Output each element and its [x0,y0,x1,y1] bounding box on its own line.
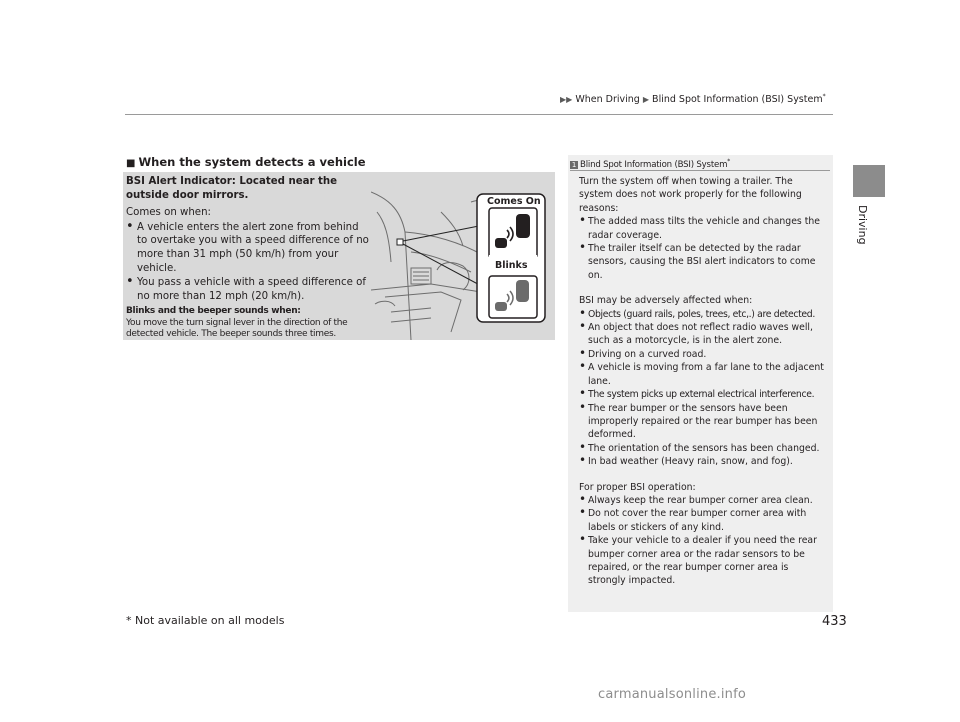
comes-on-label-text: Comes On [487,196,541,207]
list-item: • The added mass tilts the vehicle and changes the radar coverage. [579,215,827,242]
list-item: • The system picks up external electrical interference. [579,388,827,401]
breadcrumb-arrow-icon: ▶▶ [560,95,573,105]
chapter-tab [853,165,885,197]
list-item: • An object that does not reflect radio waves well, such as a motorcycle, is in the alert zone. [579,321,827,348]
sidebar-note-header [570,158,730,170]
comes-on-list [126,221,370,304]
blinks-label-text: Blinks [495,260,528,271]
list-item: • Driving on a curved road. [579,348,827,361]
header-divider [125,114,833,115]
bullet-list [579,494,827,588]
list-item: • Do not cover the rear bumper corner area with labels or stickers of any kind. [579,507,827,534]
footnote: * Not available on all models [126,614,285,627]
list-item: • In bad weather (Heavy rain, snow, and fog). [579,455,827,468]
breadcrumb-item[interactable]: When Driving [575,94,640,106]
list-item: • The rear bumper or the sensors have been improperly repaired or the rear bumper has been deformed. [579,402,827,442]
bullet-list [579,308,827,469]
breadcrumb-arrow-icon: ▶ [642,95,650,105]
section-heading [126,155,366,169]
watermark-text: carmanualsonline.info [598,687,747,702]
asterisk: * [822,93,826,100]
paragraph: Turn the system off when towing a trailer. The system does not work properly for the following reasons: [579,176,802,214]
asterisk: * [727,158,731,165]
blinks-label: Blinks and the beeper sounds when: [126,306,301,317]
blinks-description: You move the turn signal lever in the direction of the detected vehicle. The beeper sounds three times. [126,317,348,340]
sidebar-note-title: Blind Spot Information (BSI) System [580,159,728,170]
chapter-label: Driving [856,205,869,245]
list-item: • A vehicle is moving from a far lane to the adjacent lane. [579,361,827,388]
breadcrumb [560,93,826,105]
list-item: • Always keep the rear bumper corner area clean. [579,494,827,507]
list-item: • The trailer itself can be detected by the radar sensors, causing the BSI alert indicators to come on. [579,242,827,282]
sidebar-divider [570,170,830,171]
page-number: 433 [822,614,847,629]
list-item: • Take your vehicle to a dealer if you need the rear bumper corner area or the radar sensors to be repaired, or the rear bumper corner area is strongly impacted. [579,534,827,588]
breadcrumb-item[interactable]: Blind Spot Information (BSI) System [652,94,823,106]
list-item: • The orientation of the sensors has been changed. [579,442,827,455]
list-item: • Objects (guard rails, poles, trees, etc,.) are detected. [579,308,827,321]
panel-title: BSI Alert Indicator: Located near the outside door mirrors. [126,176,338,201]
comes-on-label: Comes on when: [126,207,211,219]
sidebar-note-body [579,175,827,588]
section-heading-text: When the system detects a vehicle [138,155,366,169]
bullet-list [579,215,827,282]
reference-icon: 1 [571,160,577,169]
list-item: • You pass a vehicle with a speed difference of no more than 12 mph (20 km/h). [126,276,370,303]
square-bullet-icon: ■ [126,158,136,169]
list-item: • A vehicle enters the alert zone from behind to overtake you with a speed difference of no more than 31 mph (50 km/h) from your vehicle. [126,221,370,275]
info-panel-text [126,175,370,341]
paragraph: For proper BSI operation: [579,481,696,493]
paragraph: BSI may be adversely affected when: [579,295,753,307]
